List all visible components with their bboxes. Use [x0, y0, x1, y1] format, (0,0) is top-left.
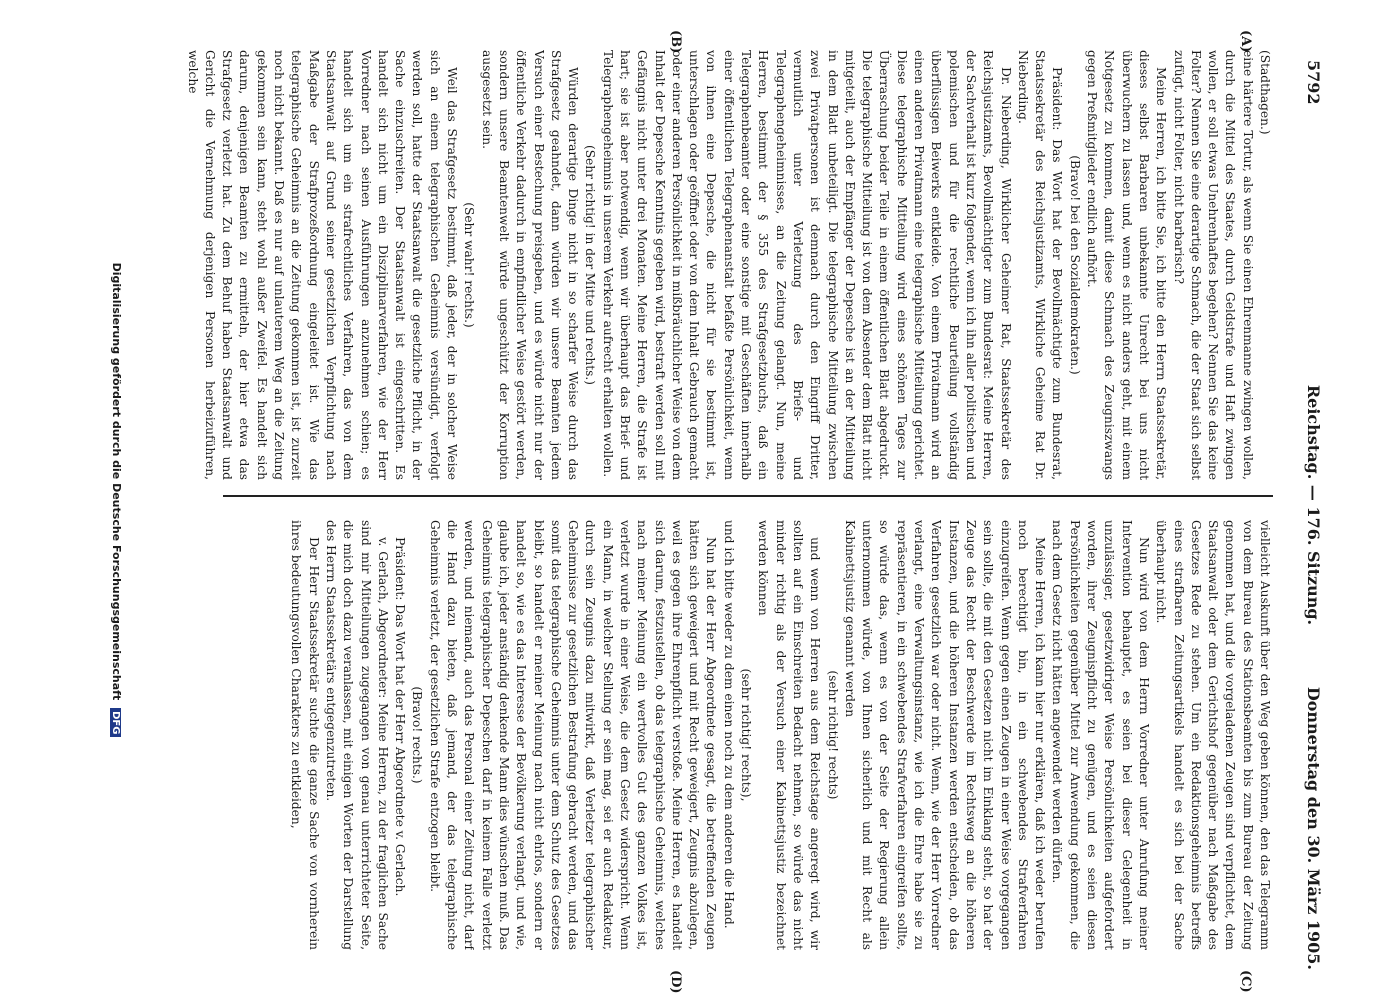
left-column-paragraph: Meine Herren, ich bitte Sie, ich bitte den Herrn Staatssekretär, dieses selbst Barbaren unbekannte Unrecht bei uns nicht überwuchern zu lassen und, wenn es nicht anders geht, mit einem Notgesetz zu kommen, damit diese Schmach des Zeugniszwangs gegen Preßmitglieder endlich aufhört.	[1085, 50, 1169, 480]
right-column-paragraph: (Bravo! rechts.)	[410, 686, 425, 784]
credit-text: Digitalisierung gefördert durch die Deutsche Forschungsgemeinschaft	[110, 262, 123, 701]
left-column-paragraph: (Sehr wahr! rechts.)	[462, 202, 477, 328]
right-column-paragraph: Der Herr Staatssekretär suchte die ganze Sache von vornherein ihres bedeutungsvollen Charakters zu entkleiden,	[289, 520, 321, 950]
right-column-paragraph: Präsident: Das Wort hat der Herr Abgeordnete v. Gerlach.	[393, 537, 408, 897]
right-column	[143, 520, 1273, 950]
left-column-paragraph: Präsident: Das Wort hat der Bevollmächtigte zum Bundesrat, Staatssekretär des Reichsjustizamts, Wirkliche Geheime Rat Dr. Nieberding.	[1015, 50, 1065, 480]
column-divider	[223, 495, 1273, 497]
margin-marker-b: (B)	[668, 30, 683, 54]
left-column	[143, 50, 1273, 480]
left-column-paragraph: (Stadthagen.)	[1258, 50, 1272, 135]
margin-marker-c: (C)	[1238, 970, 1253, 993]
right-column-paragraph: v. Gerlach, Abgeordneter: Meine Herren, zu der fraglichen Sache sind mir Mitteilungen zugegangen von genau unterrichteter Seite, die mich doch dazu veranlassen, mit einigen Worten der Darstellung des Herrn Staatssekretärs entgegenzutreten.	[323, 520, 390, 950]
right-column-paragraph: (sehr richtig! rechts)	[825, 670, 840, 800]
right-column-paragraph: und wenn von Herren aus dem Reichstage angeregt wird, wir sollten auf ein Einschreiten Bedacht nehmen, so würde das nicht minder richtig als der Versuch einer Kabinettsjustiz bezeichnet werden können	[756, 520, 823, 950]
session-title: Reichstag. — 176. Sitzung.	[1304, 384, 1323, 626]
left-column-paragraph: Dr. Nieberding, Wirklicher Geheimer Rat, Staatssekretär des Reichsjustizamts, Bevollmächtigter zum Bundesrat: Meine Herren, der Sachverhalt ist kurz folgender, wenn ich ihn aller politischen und polemischen und für die rechtliche Beurteilung vollständig überflüssigen Beiwerks entkleide. Von einem Privatmann wird an einen anderen Privatmann eine telegraphische Mitteilung gerichtet. Diese telegraphische Mitteilung wird eines schönen Tages zur Überraschung beider Teile in einem öffentlichen Blatt abgedruckt. Die telegraphische Mitteilung ist von dem Absender dem Blatt nicht mitgeteilt, auch der Empfänger der Depesche ist an der Mitteilung in dem Blatt unbeteiligt. Die telegraphische Mitteilung zwischen zwei Privatpersonen ist demnach durch den Eingriff Dritter, vermutlich unter Verletzung des Briefs- und Telegraphengeheimnisses, an die Zeitung gelangt. Nun, meine Herren, bestimmt der § 355 des Strafgesetzbuchs, daß ein Telegraphenbeamter oder eine sonstige mit Geschäften innerhalb einer öffentlichen Telegraphenanstalt befaßte Persönlichkeit, wenn von ihnen eine Depesche, die nicht für sie bestimmt ist, unterschlagen oder geöffnet oder von dem Inhalt Gebrauch gemacht oder einer anderen Persönlichkeit in mißbräuchlicher Weise von dem Inhalt der Depesche Kenntnis gegeben wird, bestraft werden soll mit Gefängnis nicht unter drei Monaten. Meine Herren, die Strafe ist hart; sie ist aber notwendig, wenn wir überhaupt das Brief- und Telegraphengeheimnis in unserem Verkehr aufrecht erhalten wollen.	[600, 50, 1013, 480]
left-column-paragraph: (Sehr richtig! in der Mitte und rechts.)	[583, 144, 598, 386]
page-number: 5792	[1304, 60, 1323, 105]
left-column-paragraph: Würden derartige Dinge nicht in so scharfer Weise durch das Strafgesetz geahndet, dann würden wir unsere Beamten jedem Versuch einer Bestechung preisgeben, und es würde nicht nur der öffentliche Verkehr dadurch in empfindlicher Weise gestört werden, sondern unsere Beamtenwelt würde ungeschützt der Korruption ausgesetzt sein.	[479, 50, 581, 480]
right-column-paragraph: (sehr richtig! rechts),	[739, 668, 754, 802]
left-column-paragraph: (Bravo! bei den Sozialdemokraten.)	[1067, 155, 1082, 375]
right-column-paragraph: Nun hat der Herr Abgeordnete gesagt, die betreffenden Zeugen hätten sich geweigert und mit Recht geweigert, Zeugnis abzulegen, weil es gegen ihre Ehrenpflicht verstoße. Meine Herren, es handelt sich darum, festzustellen, ob das telegraphische Geheimnis, welches nach meiner Meinung ein wertvolles Gut des ganzen Volkes ist, verletzt wurde in einer Weise, die dem Gesetz widerspricht. Wenn ein Mann, in welcher Stellung er sein mag, sei er auch Redakteur, durch sein Zeugnis dazu mitwirkt, daß Verletzer telegraphischer Geheimnisse zur gesetzlichen Bestrafung gebracht werden, und das somit das telegraphische Geheimnis unter dem Schutz des Gesetzes bleibt, so handelt er meiner Meinung nach nicht ehrlos, sondern er handelt so, wie es das Interesse der Bevölkerung verlangt, und wie, glaube ich, jeder anständig denkende Mann dies wünschen muß. Das Geheimnis telegraphischer Depeschen darf in keinem Falle verletzt werden, und niemand, auch das Personal einer Zeitung nicht, darf die Hand dazu bieten, daß jemand, der das telegraphische Geheimnis verletzt, der gesetzlichen Strafe entzogen bleibt.	[427, 520, 719, 950]
left-column-paragraph: eine härtere Tortur, als wenn Sie einen Ehrenmanne zwingen wollen, durch die Mittel des Staates, durch Geldstrafe und Haft zwingen wollen, er soll etwas Unehrenhaftes begehen? Nennen Sie das keine Folter? Nennen Sie eine derartige Schmach, die der Staat sich selbst zufügt, nicht Folter, nicht barbarisch?	[1171, 50, 1255, 480]
right-column-paragraph: Meine Herren, ich kann hier nur erklären, daß ich weder berufen noch berechtigt bin, in ein schwebendes Strafverfahren einzugreifen. Wenn gegen einen Zeugen in einer Weise vorgegangen sein sollte, die mit den Gesetzen nicht im Einklang steht, so hat der Zeuge das Recht der Beschwerde im Rechtsweg an die höheren Instanzen, und die höheren Instanzen werden entscheiden, ob das Verfahren gesetzlich war oder nicht. Wenn, wie der Herr Vorredner verlangt, eine Verwaltungsinstanz, wie ich die Ehre habe sie zu repräsentieren, in ein schwebendes Strafverfahren eingreifen sollte, so würde das, wenn es von der Seite der Regierung allein unternommen würde, von Ihnen sicherlich und mit Recht als Kabinettsjustiz genannt werden	[842, 520, 1048, 950]
margin-marker-d: (D)	[668, 970, 683, 994]
right-column-paragraph: und ich bitte weder zu dem einen noch zu dem anderen die Hand.	[721, 520, 736, 929]
page-header	[1293, 40, 1323, 970]
margin-marker-a: (A)	[1238, 30, 1253, 53]
right-column-paragraph: Nun wird von dem Herrn Vorredner unter Anrufung meiner Intervention behauptet, es seien bei dieser Gelegenheit in unzulässiger, gesetzwidriger Weise Persönlichkeiten aufgefordert worden, ihrer Zeugnispflicht zu genügen, und es seien diesen Persönlichkeiten gegenüber Mittel zur Anwendung gekommen, die nach dem Gesetz nicht hätten angewendet werden dürfen.	[1050, 520, 1151, 950]
digitization-credit	[110, 0, 123, 1000]
left-column-paragraph: Weil das Strafgesetz bestimmt, daß jeder, der in solcher Weise sich an einem telegraphischen Geheimnis versündigt, verfolgt werden soll, hatte der Staatsanwalt die gesetzliche Pflicht, in der Sache einzuschreiten. Der Staatsanwalt ist eingeschritten. Es handelt sich nicht um ein Disziplinarverfahren, wie der Herr Vorredner nach seinen Ausführungen anzunehmen schien; es handelt sich um ein strafrechtliches Verfahren, das von dem Staatsanwalt auf Grund seiner gesetzlichen Verpflichtung nach Maßgabe der Strafprozeßordnung eingeleitet ist. Wie das telegraphische Geheimnis an die Zeitung gekommen ist, ist zurzeit noch nicht bekannt. Daß es nur auf unlauterem Weg an die Zeitung gekommen sein kann, steht wohl außer Zweifel. Es handelt sich darum, denjenigen Beamten zu ermitteln, der hier etwa das Strafgesetz verletzt hat. Zu dem Behuf haben Staatsanwalt und Gericht die Vernehmung derjenigen Personen herbeizuführen, welche	[185, 50, 460, 480]
right-column-paragraph: vielleicht Auskunft über den Weg geben können, den das Telegramm von dem Bureau des Stationsbeamten bis zum Bureau der Zeitung genommen hat, und die vorgeladenen Zeugen sind verpflichtet, dem Staatsanwalt oder dem Gerichtshof gegenüber nach Maßgabe des Gesetzes Rede zu stehen. Um ein Redaktionsgeheimnis betreffs eines strafbaren Zeitungsartikels handelt es sich bei der Sache überhaupt nicht.	[1154, 520, 1272, 950]
dfg-logo: DFG	[110, 708, 121, 737]
session-date: Donnerstag den 30. März 1905.	[1304, 686, 1323, 970]
